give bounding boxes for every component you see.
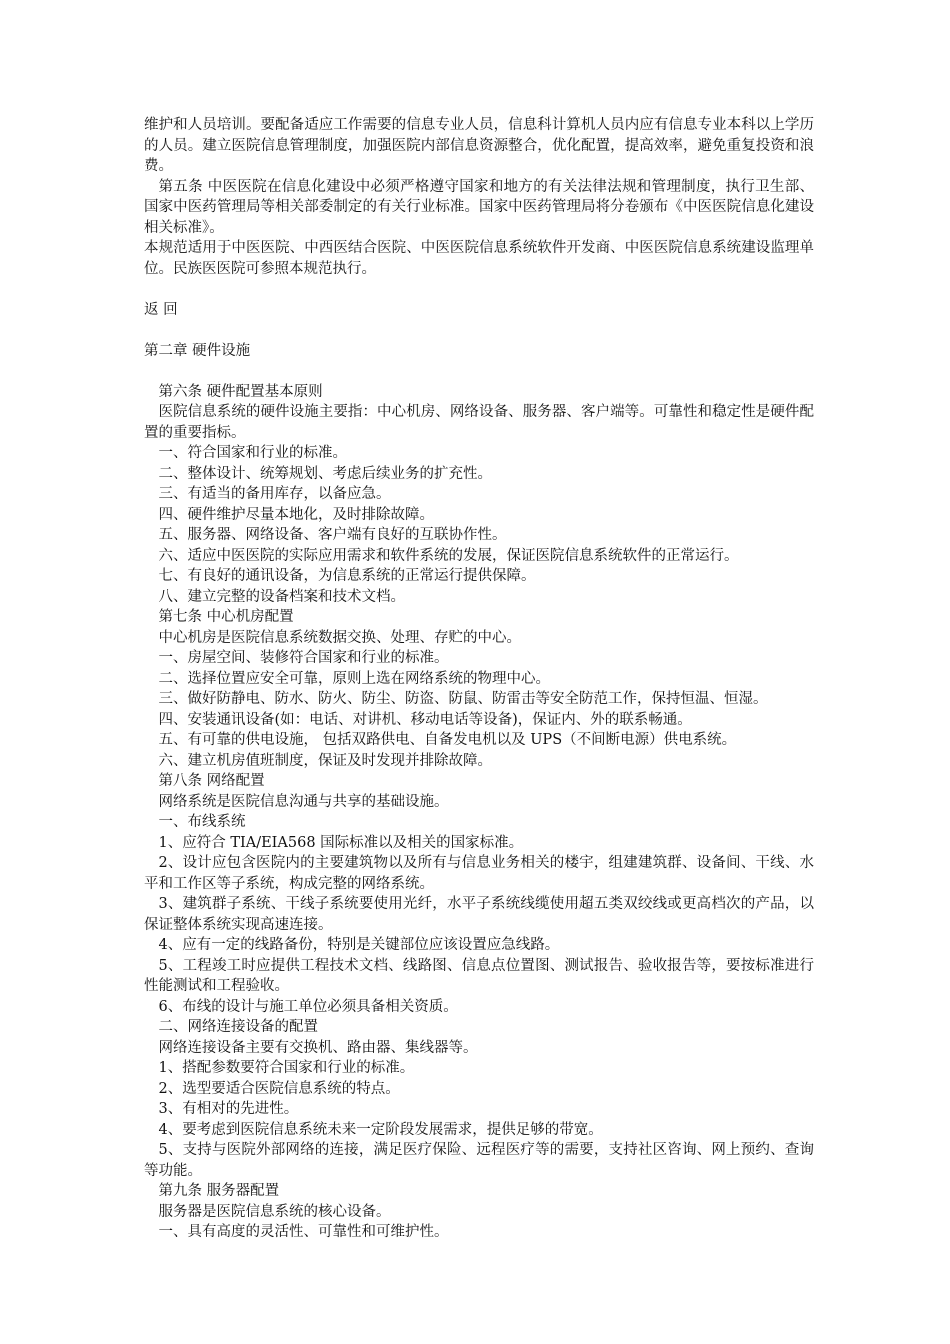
paragraph: 6、布线的设计与施工单位必须具备相关资质。	[158, 998, 458, 1015]
paragraph: 维护和人员培训。要配备适应工作需要的信息专业人员，信息科计算机人员内应有信息专业本科以上学历的人员。建立医院信息管理制度，加强医院内部信息资源整合，优化配置，提高效率，避免重复投资和浪费。	[144, 117, 814, 174]
paragraph: 1、应符合 TIA/EIA568 国际标准以及相关的国家标准。	[158, 834, 524, 851]
paragraph: 六、适应中医医院的实际应用需求和软件系统的发展，保证医院信息系统软件的正常运行。	[158, 547, 739, 564]
paragraph: 2、设计应包含医院内的主要建筑物以及所有与信息业务相关的楼宇，组建建筑群、设备间、干线、水平和工作区等子系统，构成完整的网络系统。	[144, 855, 814, 892]
paragraph: 一、具有高度的灵活性、可靠性和可维护性。	[158, 1224, 449, 1240]
paragraph: 一、布线系统	[158, 814, 246, 830]
paragraph: 二、整体设计、统筹规划、考虑后续业务的扩充性。	[158, 465, 492, 482]
blank-line	[144, 361, 814, 382]
paragraph: 5、支持与医院外部网络的连接，满足医疗保险、远程医疗等的需要，支持社区咨询、网上预约、查询等功能。	[144, 1142, 814, 1179]
paragraph: 第六条 硬件配置基本原则	[158, 383, 323, 400]
blank-line	[144, 279, 814, 300]
paragraph: 2、选型要适合医院信息系统的特点。	[158, 1080, 400, 1097]
paragraph: 四、安装通讯设备(如：电话、对讲机、移动电话等设备)，保证内、外的联系畅通。	[158, 711, 692, 728]
paragraph: 第七条 中心机房配置	[158, 609, 294, 625]
paragraph: 第九条 服务器配置	[158, 1183, 280, 1199]
paragraph: 六、建立机房值班制度，保证及时发现并排除故障。	[158, 752, 492, 769]
paragraph: 中心机房是医院信息系统数据交换、处理、存贮的中心。	[158, 629, 521, 646]
paragraph: 一、房屋空间、装修符合国家和行业的标准。	[158, 650, 449, 666]
paragraph: 返 回	[144, 301, 178, 318]
paragraph: 5、工程竣工时应提供工程技术文档、线路图、信息点位置图、测试报告、验收报告等，要按标准进行性能测试和工程验收。	[144, 957, 814, 994]
paragraph: 1、搭配参数要符合国家和行业的标准。	[158, 1060, 415, 1076]
blank-line	[144, 320, 814, 341]
paragraph: 四、硬件维护尽量本地化，及时排除故障。	[158, 506, 434, 523]
paragraph: 网络连接设备主要有交换机、路由器、集线器等。	[158, 1039, 478, 1056]
paragraph: 本规范适用于中医医院、中西医结合医院、中医医院信息系统软件开发商、中医医院信息系统建设监理单位。民族医医院可参照本规范执行。	[144, 240, 814, 277]
paragraph: 五、服务器、网络设备、客户端有良好的互联协作性。	[158, 527, 507, 543]
paragraph: 七、有良好的通讯设备，为信息系统的正常运行提供保障。	[158, 568, 536, 584]
document-page	[144, 115, 814, 1243]
paragraph: 4、应有一定的线路备份，特别是关键部位应该设置应急线路。	[158, 937, 560, 953]
paragraph: 第八条 网络配置	[158, 773, 265, 789]
paragraph: 网络系统是医院信息沟通与共享的基础设施。	[158, 793, 449, 810]
paragraph: 二、选择位置应安全可靠，原则上选在网络系统的物理中心。	[158, 670, 550, 687]
paragraph: 3、有相对的先进性。	[158, 1101, 299, 1117]
paragraph: 三、做好防静电、防水、防火、防尘、防盗、防鼠、防雷击等安全防范工作，保持恒温、恒湿。	[158, 691, 768, 707]
paragraph: 服务器是医院信息系统的核心设备。	[158, 1203, 391, 1220]
paragraph: 五、有可靠的供电设施， 包括双路供电、自备发电机以及 UPS（不间断电源）供电系统。	[158, 732, 737, 748]
paragraph: 一、符合国家和行业的标准。	[158, 445, 347, 461]
paragraph: 二、网络连接设备的配置	[158, 1019, 318, 1035]
paragraph: 第五条 中医医院在信息化建设中必须严格遵守国家和地方的有关法律法规和管理制度，执行卫生部、国家中医药管理局等相关部委制定的有关行业标准。国家中医药管理局将分卷颁布《中医医院信息化建设相关标准》。	[144, 178, 814, 236]
paragraph: 4、要考虑到医院信息系统未来一定阶段发展需求，提供足够的带宽。	[158, 1121, 603, 1138]
paragraph: 三、有适当的备用库存，以备应急。	[158, 486, 391, 502]
paragraph: 医院信息系统的硬件设施主要指：中心机房、网络设备、服务器、客户端等。可靠性和稳定性是硬件配置的重要指标。	[144, 404, 814, 441]
paragraph: 八、建立完整的设备档案和技术文档。	[158, 588, 405, 605]
paragraph: 第二章 硬件设施	[144, 342, 251, 359]
paragraph: 3、建筑群子系统、干线子系统要使用光纤，水平子系统线缆使用超五类双绞线或更高档次的产品，以保证整体系统实现高速连接。	[144, 896, 814, 933]
